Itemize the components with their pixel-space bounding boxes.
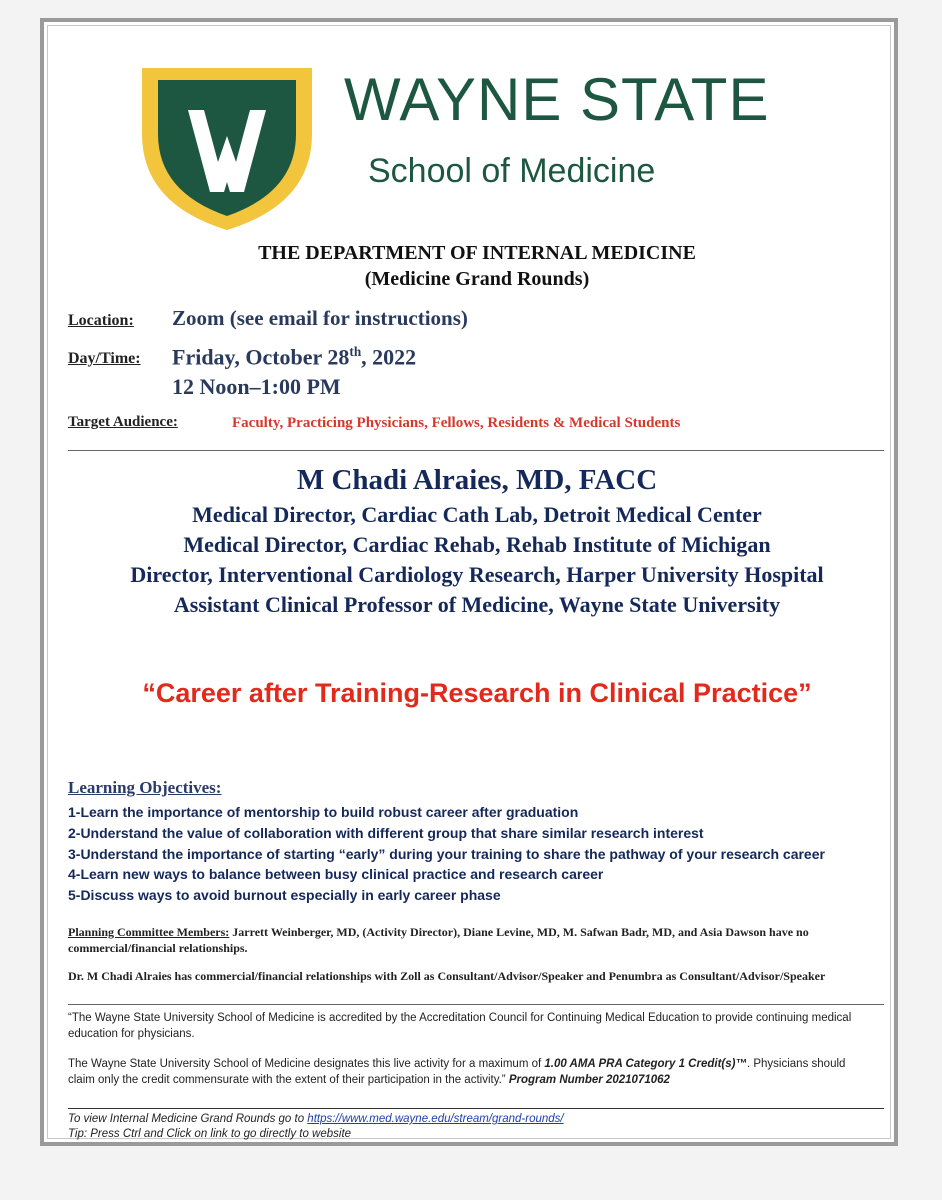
flyer-inner-border bbox=[47, 25, 891, 1139]
disclosure-text: Dr. M Chadi Alraies has commercial/financial relationships with Zoll as Consultant/Advisor/Speaker and Penumbra as Consultant/Advisor/Speaker bbox=[68, 969, 826, 983]
objectives-heading: Learning Objectives: bbox=[68, 778, 222, 797]
audience-label: Target Audience: bbox=[68, 414, 178, 430]
flyer bbox=[40, 18, 898, 1146]
grand-rounds-link[interactable]: https://www.med.wayne.edu/stream/grand-rounds/ bbox=[307, 1113, 564, 1125]
divider bbox=[68, 1108, 884, 1109]
objective-item: 3-Understand the importance of starting “early” during your training to share the pathway of your research career bbox=[68, 846, 825, 862]
speaker-title: Medical Director, Cardiac Rehab, Rehab Institute of Michigan bbox=[183, 532, 771, 557]
brand-subtitle: School of Medicine bbox=[368, 152, 656, 190]
accreditation-statement: “The Wayne State University School of Medicine is accredited by the Accreditation Council for Continuing Medical Education to provide continuing medical education for physicians. bbox=[68, 1012, 852, 1041]
daytime-label: Day/Time: bbox=[68, 350, 141, 367]
footer-link-line: To view Internal Medicine Grand Rounds go to https://www.med.wayne.edu/stream/grand-rounds/ bbox=[68, 1113, 564, 1125]
divider bbox=[68, 1004, 884, 1005]
speaker-title: Assistant Clinical Professor of Medicine, Wayne State University bbox=[173, 592, 781, 617]
objective-item: 4-Learn new ways to balance between busy clinical practice and research career bbox=[68, 866, 604, 882]
planning-committee: Planning Committee Members: Jarrett Weinberger, MD, (Activity Director), Diane Levine, MD, M. Safwan Badr, MD, and Asia Dawson have no commercial/financial relationships. bbox=[68, 925, 809, 956]
speaker-title: Director, Interventional Cardiology Research, Harper University Hospital bbox=[130, 562, 824, 587]
objective-item: 1-Learn the importance of mentorship to build robust career after graduation bbox=[68, 804, 579, 820]
brand-title: WAYNE STATE bbox=[344, 66, 770, 133]
speaker-name: M Chadi Alraies, MD, FACC bbox=[296, 464, 658, 496]
objective-item: 5-Discuss ways to avoid burnout especially in early career phase bbox=[68, 887, 501, 903]
footer-tip: Tip: Press Ctrl and Click on link to go directly to website bbox=[68, 1128, 352, 1140]
event-date: Friday, October 28th, 2022 bbox=[172, 344, 417, 370]
speaker-title: Medical Director, Cardiac Cath Lab, Detroit Medical Center bbox=[192, 502, 762, 527]
divider bbox=[68, 450, 884, 451]
audience-value: Faculty, Practicing Physicians, Fellows, Residents & Medical Students bbox=[232, 415, 681, 431]
location-label: Location: bbox=[68, 312, 134, 329]
location-value: Zoom (see email for instructions) bbox=[172, 306, 468, 330]
department-subtitle: (Medicine Grand Rounds) bbox=[364, 268, 590, 290]
credit-designation: The Wayne State University School of Medicine designates this live activity for a maximum of 1.00 AMA PRA Category 1 Credit(s)™. Physicians should claim only the credit commensurate with the extent of their participation in the activity.” Program Number 2021071062 bbox=[68, 1058, 846, 1087]
talk-title: “Career after Training-Research in Clinical Practice” bbox=[142, 678, 812, 708]
department-title: THE DEPARTMENT OF INTERNAL MEDICINE bbox=[258, 242, 696, 264]
event-time: 12 Noon–1:00 PM bbox=[172, 374, 341, 399]
wayne-state-shield-logo bbox=[138, 64, 316, 234]
objective-item: 2-Understand the value of collaboration with different group that share similar research interest bbox=[68, 825, 704, 841]
